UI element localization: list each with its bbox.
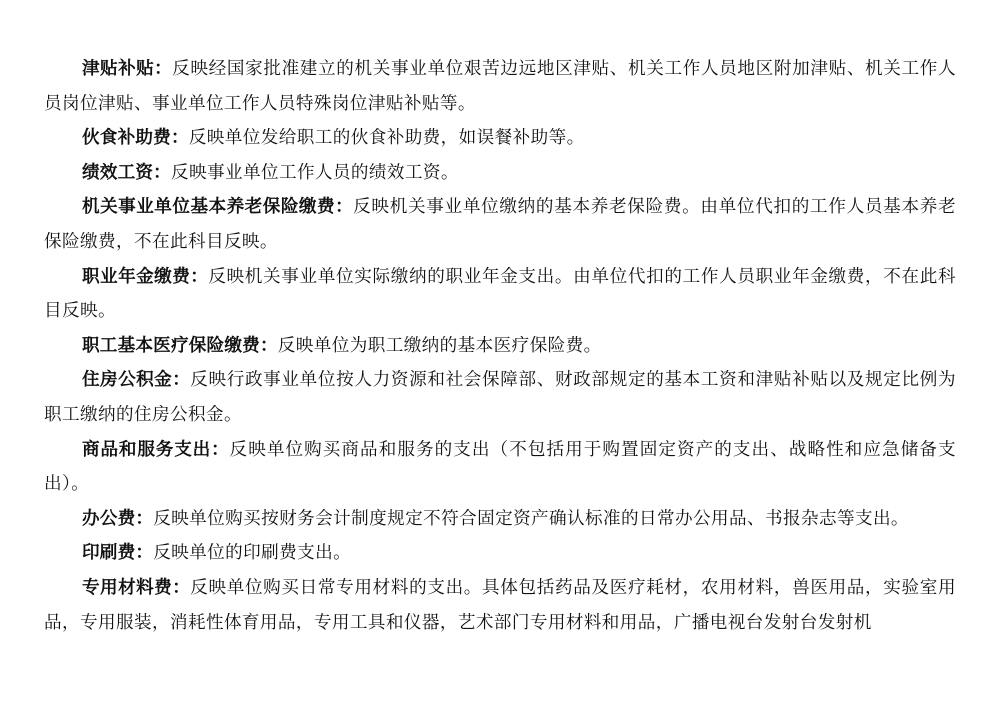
entry-printing-expenses (44, 536, 956, 571)
entry-description: 反映单位发给职工的伙食补助费，如误餐补助等。 (188, 128, 585, 149)
entry-special-materials (44, 571, 956, 640)
document-body (44, 52, 956, 640)
entry-term: 住房公积金： (82, 370, 191, 391)
entry-term: 职业年金缴费： (82, 266, 209, 287)
entry-description: 反映单位的印刷费支出。 (153, 543, 352, 564)
entry-performance-pay (44, 156, 956, 191)
entry-term: 机关事业单位基本养老保险缴费： (82, 197, 354, 218)
entry-description: 反映行政事业单位按人力资源和社会保障部、财政部规定的基本工资和津贴补贴以及规定比例为职工缴纳的住房公积金。 (44, 370, 956, 425)
entry-term: 伙食补助费： (82, 128, 189, 149)
entry-description: 反映单位为职工缴纳的基本医疗保险费。 (277, 335, 602, 356)
entry-description: 反映单位购买按财务会计制度规定不符合固定资产确认标准的日常办公用品、书报杂志等支出。 (153, 508, 909, 529)
entry-medical-insurance (44, 329, 956, 364)
entry-description: 反映经国家批准建立的机关事业单位艰苦边远地区津贴、机关工作人员地区附加津贴、机关工作人员岗位津贴、事业单位工作人员特殊岗位津贴补贴等。 (44, 59, 956, 114)
entry-housing-fund (44, 363, 956, 432)
entry-goods-services (44, 433, 956, 502)
entry-term: 绩效工资： (82, 162, 171, 183)
entry-occupational-annuity (44, 260, 956, 329)
entry-term: 商品和服务支出： (82, 439, 230, 460)
entry-term: 津贴补贴： (82, 59, 173, 79)
entry-term: 印刷费： (82, 543, 154, 564)
entry-description: 反映机关事业单位缴纳的基本养老保险费。由单位代扣的工作人员基本养老保险缴费，不在此科目反映。 (44, 197, 956, 252)
entry-description: 反映单位购买商品和服务的支出（不包括用于购置固定资产的支出、战略性和应急储备支出）。 (44, 439, 956, 495)
entry-description: 反映事业单位工作人员的绩效工资。 (170, 162, 459, 183)
entry-office-expenses (44, 502, 956, 537)
entry-term: 专用材料费： (82, 577, 191, 598)
entry-term: 职工基本医疗保险缴费： (82, 335, 278, 356)
entry-description: 反映机关事业单位实际缴纳的职业年金支出。由单位代扣的工作人员职业年金缴费，不在此科目反映。 (44, 266, 957, 322)
entry-term: 办公费： (82, 508, 154, 529)
entry-allowance-subsidy (44, 52, 956, 121)
entry-meal-subsidy (44, 121, 956, 156)
entry-description: 反映单位购买日常专用材料的支出。具体包括药品及医疗耗材，农用材料，兽医用品，实验室用品，专用服装，消耗性体育用品，专用工具和仪器，艺术部门专用材料和用品，广播电视台发射台发射机 (44, 577, 956, 633)
entry-pension-insurance (44, 190, 956, 259)
